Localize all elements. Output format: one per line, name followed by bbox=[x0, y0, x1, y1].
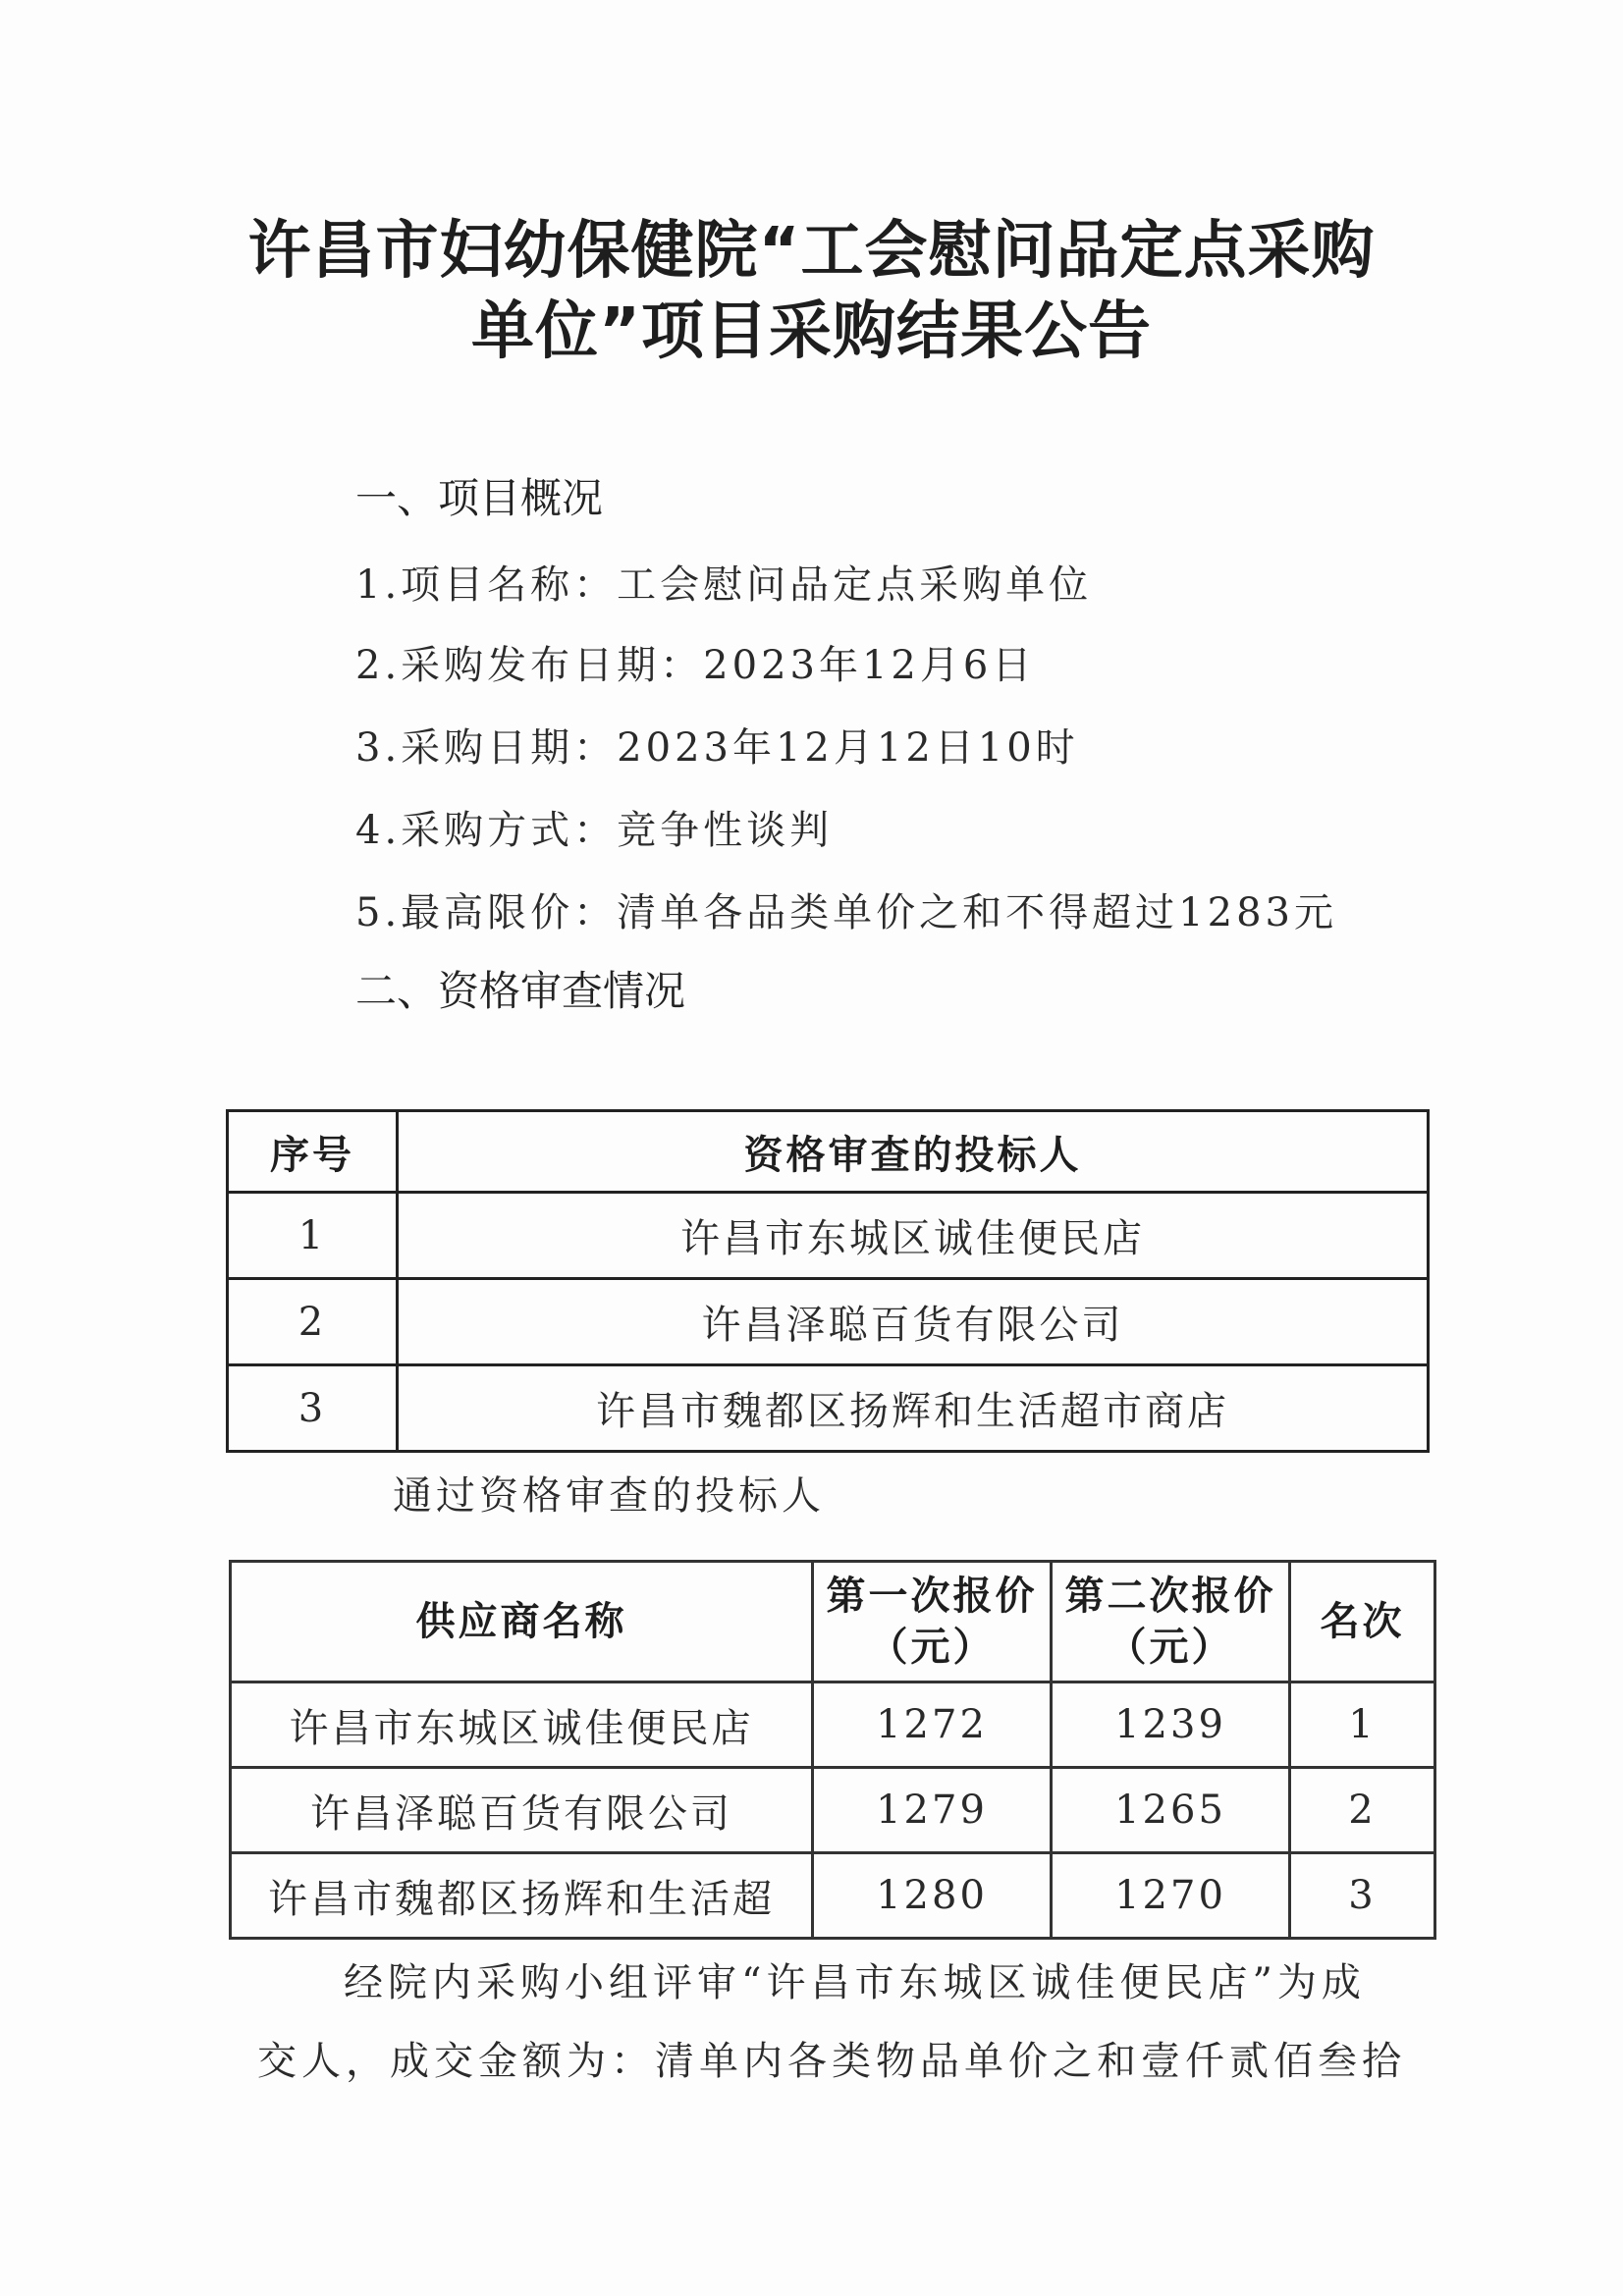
table-caption: 通过资格审查的投标人 bbox=[393, 1473, 825, 1519]
item-value: 工会慰问品定点采购单位 bbox=[617, 562, 1093, 608]
item-label: 1.项目名称： bbox=[355, 562, 618, 608]
cell-supplier: 许昌泽聪百货有限公司 bbox=[231, 1768, 813, 1853]
table-row bbox=[231, 1853, 1435, 1939]
cell-rank: 1 bbox=[1290, 1682, 1435, 1768]
col-header-first-quote: 第一次报价 （元） bbox=[813, 1562, 1052, 1682]
cell-second-quote: 1270 bbox=[1052, 1853, 1290, 1939]
cell-rank: 3 bbox=[1290, 1853, 1435, 1939]
item-project-name bbox=[355, 556, 1092, 614]
cell-first-quote: 1279 bbox=[813, 1768, 1052, 1853]
col-header-rank: 名次 bbox=[1290, 1562, 1435, 1682]
item-procurement-date bbox=[355, 719, 1079, 777]
item-price-cap bbox=[355, 883, 1337, 942]
quotation-table bbox=[229, 1560, 1436, 1940]
table-row bbox=[231, 1682, 1435, 1768]
table-row bbox=[228, 1193, 1429, 1279]
item-value: 竞争性谈判 bbox=[617, 808, 834, 853]
item-label: 5.最高限价： bbox=[355, 890, 618, 935]
cell-first-quote: 1272 bbox=[813, 1682, 1052, 1768]
cell-bidder: 许昌市东城区诚佳便民店 bbox=[398, 1193, 1429, 1279]
conclusion-line-1: 经院内采购小组评审“许昌市东城区诚佳便民店”为成 bbox=[344, 1960, 1366, 2005]
cell-index: 3 bbox=[228, 1365, 398, 1452]
section-heading-qualification: 二、资格审查情况 bbox=[355, 967, 686, 1015]
conclusion-line-2: 交人，成交金额为：清单内各类物品单价之和壹仟贰佰叁拾 bbox=[257, 2039, 1406, 2084]
item-label: 4.采购方式： bbox=[355, 808, 618, 853]
cell-index: 1 bbox=[228, 1193, 398, 1279]
cell-second-quote: 1239 bbox=[1052, 1682, 1290, 1768]
col-header-second-quote: 第二次报价 （元） bbox=[1052, 1562, 1290, 1682]
item-procurement-method bbox=[355, 801, 833, 860]
qualification-table bbox=[226, 1109, 1430, 1453]
table-header-row bbox=[231, 1562, 1435, 1682]
cell-bidder: 许昌市魏都区扬辉和生活超市商店 bbox=[398, 1365, 1429, 1452]
cell-supplier: 许昌市东城区诚佳便民店 bbox=[231, 1682, 813, 1768]
item-value: 2023年12月6日 bbox=[703, 643, 1036, 688]
cell-rank: 2 bbox=[1290, 1768, 1435, 1853]
table-row bbox=[231, 1768, 1435, 1853]
cell-index: 2 bbox=[228, 1279, 398, 1365]
col-header-bidder: 资格审查的投标人 bbox=[398, 1111, 1429, 1193]
col-header-index: 序号 bbox=[228, 1111, 398, 1193]
section-heading-overview: 一、项目概况 bbox=[355, 474, 604, 522]
cell-first-quote: 1280 bbox=[813, 1853, 1052, 1939]
cell-supplier: 许昌市魏都区扬辉和生活超 bbox=[231, 1853, 813, 1939]
item-value: 2023年12月12日10时 bbox=[617, 725, 1079, 771]
item-label: 3.采购日期： bbox=[355, 725, 618, 771]
col-header-supplier: 供应商名称 bbox=[231, 1562, 813, 1682]
item-label: 2.采购发布日期： bbox=[355, 643, 704, 688]
document-title-line-1: 许昌市妇幼保健院“工会慰问品定点采购 bbox=[247, 215, 1376, 288]
cell-bidder: 许昌泽聪百货有限公司 bbox=[398, 1279, 1429, 1365]
cell-second-quote: 1265 bbox=[1052, 1768, 1290, 1853]
item-publish-date bbox=[355, 636, 1035, 695]
document-title-line-2: 单位”项目采购结果公告 bbox=[470, 295, 1153, 368]
table-header-row bbox=[228, 1111, 1429, 1193]
table-row bbox=[228, 1279, 1429, 1365]
table-row bbox=[228, 1365, 1429, 1452]
item-value: 清单各品类单价之和不得超过1283元 bbox=[617, 890, 1337, 935]
